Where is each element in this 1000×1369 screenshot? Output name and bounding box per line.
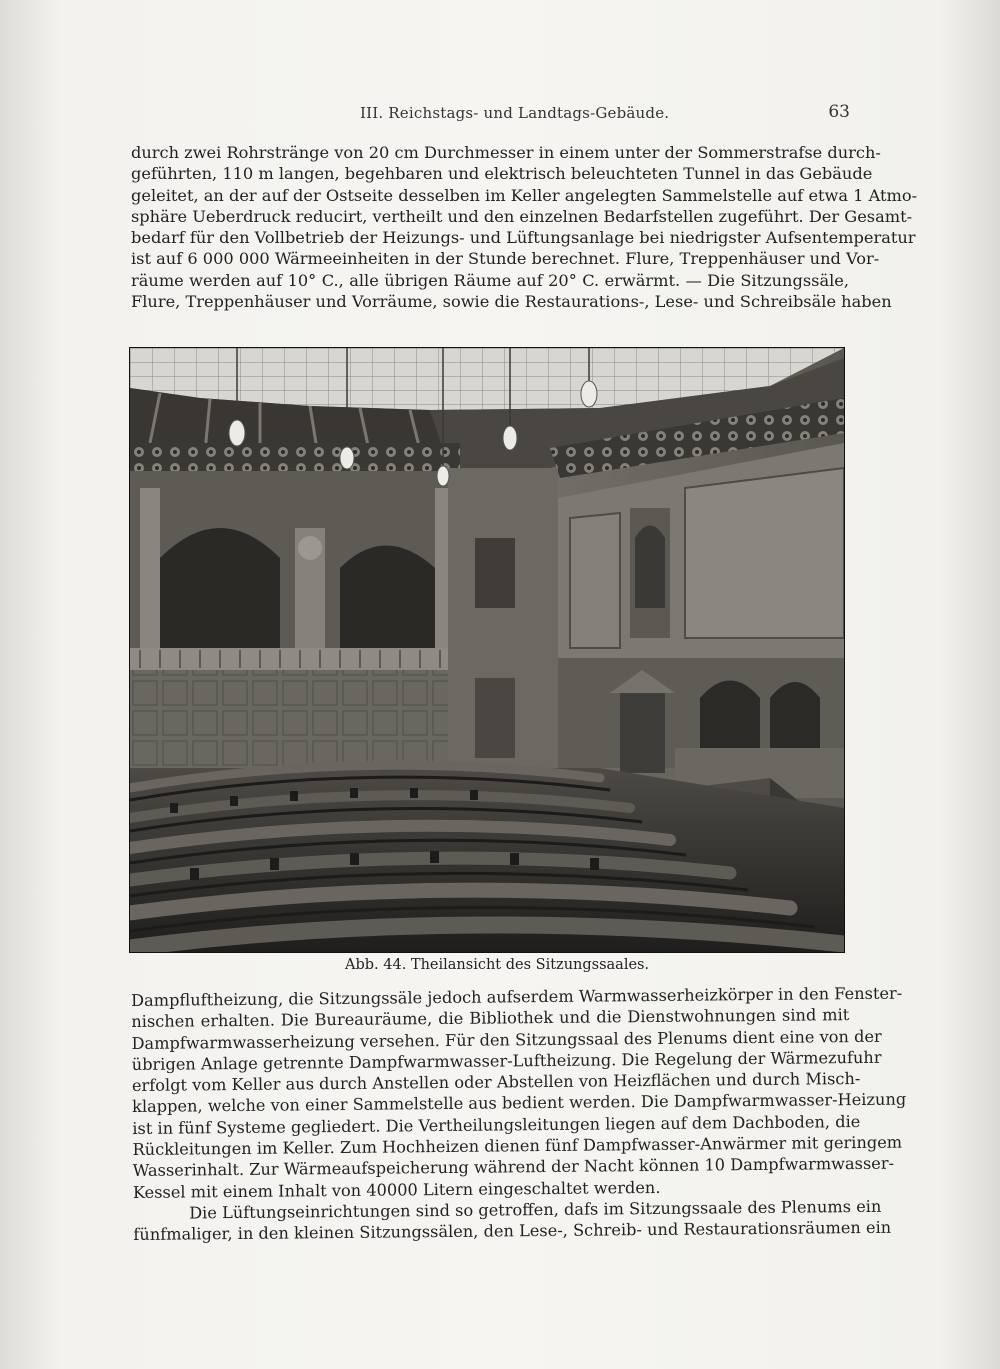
text-line: Kessel mit einem Inhalt von 40000 Litern eingeschaltet werden.	[132, 1177, 661, 1202]
text-line: räume werden auf 10° C., alle übrigen Räume auf 20° C. erwärmt. — Die Sitzungssäle,	[131, 270, 849, 290]
text-line: nischen erhalten. Die Bureauräume, die Bibliothek und die Dienstwohnungen sind mit	[131, 1005, 850, 1032]
text-line: Rückleitungen im Keller. Zum Hochheizen dienen fünf Dampfwasser-Anwärmer mit geringem	[132, 1132, 903, 1160]
text-line: Dampfwarmwasserheizung versehen. Für den Sitzungssaal des Plenums dient eine von der	[131, 1026, 882, 1053]
text-line: durch zwei Rohrstränge von 20 cm Durchmesser in einem unter der Sommerstrafse durch-	[131, 143, 881, 162]
text-line: ist in fünf Systeme gegliedert. Die Vertheilungsleitungen liegen auf dem Dachboden, die	[132, 1111, 861, 1138]
text-line: sphäre Ueberdruck reducirt, vertheilt und den einzelnen Bedarfstellen zugeführt. Der Gesamt-	[131, 206, 913, 226]
text-line: Dampfluftheizung, die Sitzungssäle jedoch aufserdem Warmwasserheizkörper in den Fenster-	[131, 983, 903, 1010]
chapter-title: III. Reichstags- und Landtags-Gebäude.	[360, 104, 670, 122]
text-line: Wasserinhalt. Zur Wärmeaufspeicherung während der Nacht können 10 Dampfwarmwasser-	[132, 1154, 895, 1181]
text-line: fünfmaliger, in den kleinen Sitzungssälen, den Lese-, Schreib- und Restaurationsräumen ein	[133, 1217, 892, 1245]
text-line: übrigen Anlage getrennte Dampfwarmwasser-Luftheizung. Die Regelung der Wärmezufuhr	[131, 1047, 882, 1074]
running-head	[130, 104, 850, 128]
figure-photograph-assembly-hall	[129, 347, 845, 953]
page-number: 63	[828, 102, 850, 122]
figure-caption: Abb. 44. Theilansicht des Sitzungssaales.	[345, 957, 650, 973]
text-line: erfolgt vom Keller aus durch Anstellen oder Abstellen von Heizflächen und durch Misch-	[131, 1069, 861, 1096]
text-line: geleitet, an der auf der Ostseite desselben im Keller angelegten Sammelstelle auf etwa 1 Atmo-	[131, 185, 918, 205]
paragraph-bottom	[131, 983, 907, 1245]
text-line: geführten, 110 m langen, begehbaren und elektrisch beleuchteten Tunnel in das Gebäude	[131, 164, 873, 184]
assembly-hall-illustration	[130, 348, 844, 952]
text-line: bedarf für den Vollbetrieb der Heizungs- und Lüftungsanlage bei niedrigster Aufsentemperatur	[131, 228, 916, 248]
text-line: ist auf 6 000 000 Wärmeeinheiten in der Stunde berechnet. Flure, Treppenhäuser und Vor-	[131, 249, 880, 269]
text-line: klappen, welche von einer Sammelstelle aus bedient werden. Die Dampfwarmwasser-Heizung	[132, 1090, 907, 1117]
paragraph-top	[131, 142, 918, 312]
text-line: Flure, Treppenhäuser und Vorräume, sowie die Restaurations-, Lese- und Schreibsäle haben	[131, 292, 892, 312]
text-line: Die Lüftungseinrichtungen sind so getroffen, dafs im Sitzungssaale des Plenums ein	[189, 1196, 882, 1223]
